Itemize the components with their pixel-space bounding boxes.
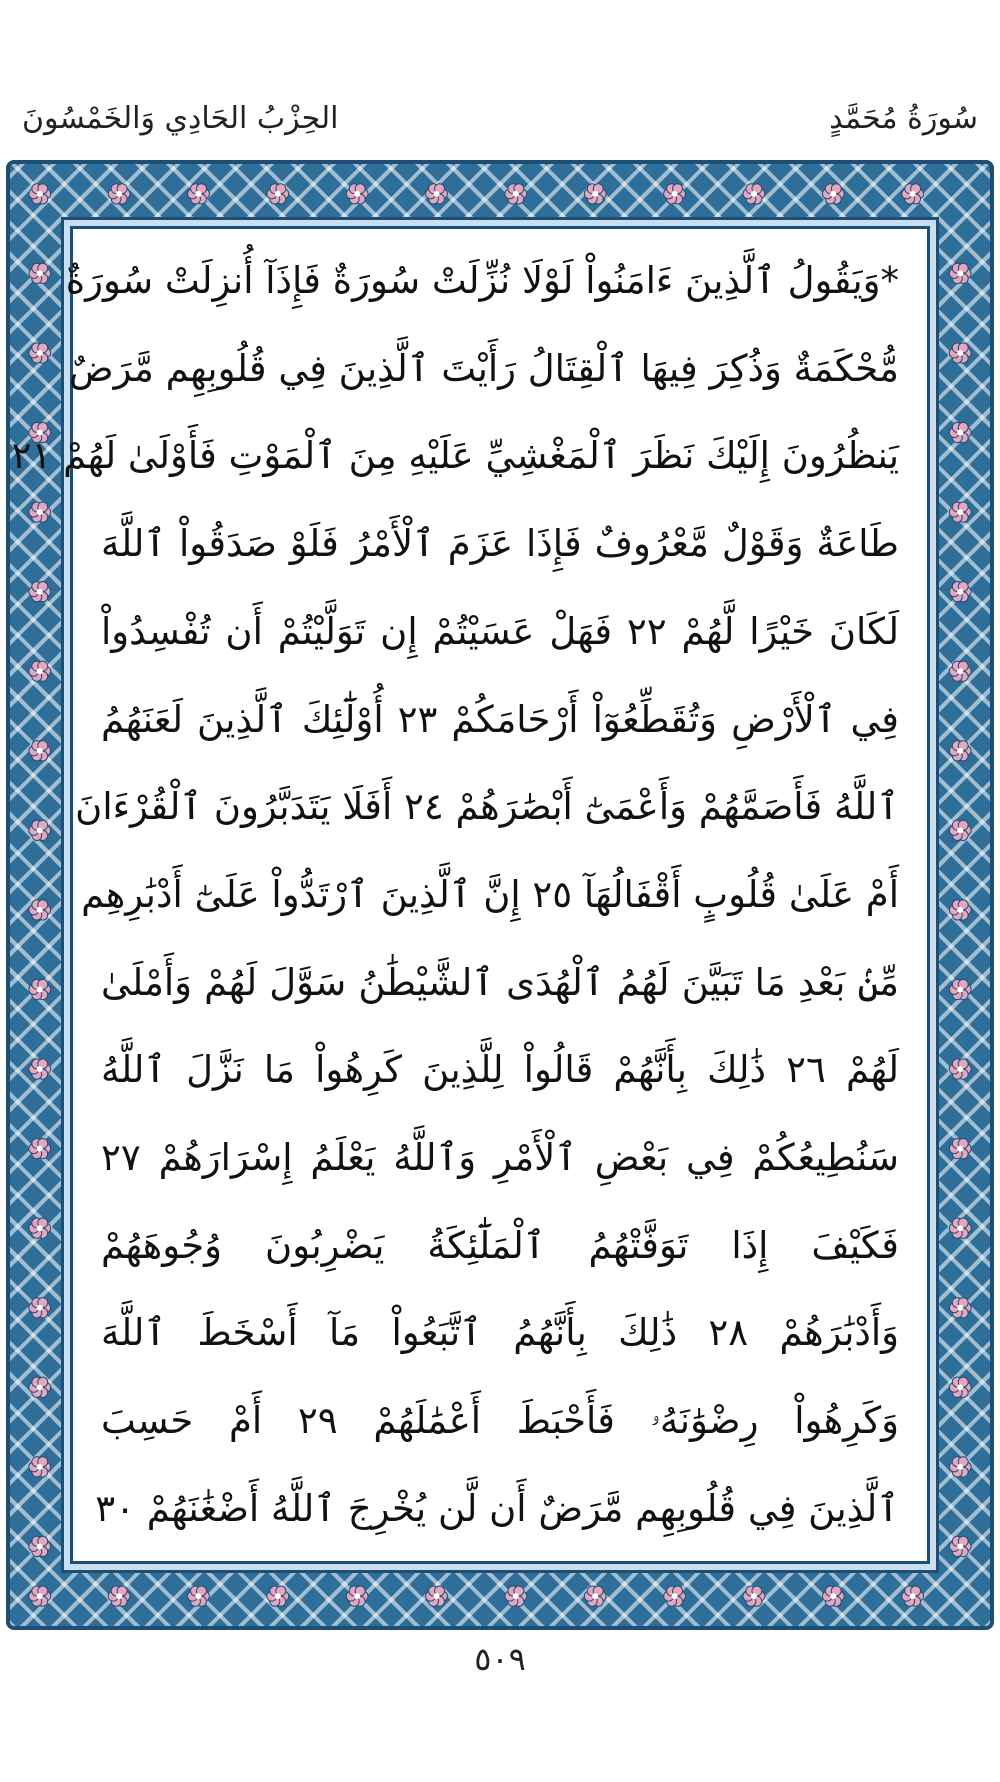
verse-line-10: لَهُمْ ٢٦ ذَٰلِكَ بِأَنَّهُمْ قَالُواْ لِلَّذِينَ كَرِهُواْ مَا نَزَّلَ ٱللَّهُ [101, 1048, 899, 1092]
rosette-ornament [664, 184, 686, 204]
rosette-ornament [267, 1586, 289, 1606]
rosette-ornament [346, 1586, 368, 1606]
rosette-ornament [584, 1586, 606, 1606]
rosette-ornament [29, 263, 51, 283]
rosette-ornament [29, 1298, 51, 1318]
rosette-ornament [29, 661, 51, 681]
rosette-ornament [949, 661, 971, 681]
rosette-ornament [29, 979, 51, 999]
rosette-ornament [822, 1586, 844, 1606]
rosette-ornament [743, 184, 765, 204]
verse-line-6: فِي ٱلْأَرْضِ وَتُقَطِّعُوٓاْ أَرْحَامَكُمْ ٢٣ أُوْلَٰٓئِكَ ٱلَّذِينَ لَعَنَهُمُ [101, 697, 899, 741]
rosette-ornament [29, 1059, 51, 1079]
rosette-ornament [346, 184, 368, 204]
rosette-ornament [949, 582, 971, 602]
rosette-ornament [108, 184, 130, 204]
rosette-ornament [949, 1377, 971, 1397]
verse-line-5: لَكَانَ خَيْرًا لَّهُمْ ٢٢ فَهَلْ عَسَيْتُمْ إِن تَوَلَّيْتُمْ أَن تُفْسِدُواْ [101, 609, 899, 653]
verse-line-2: مُّحْكَمَةٌ وَذُكِرَ فِيهَا ٱلْقِتَالُ رَأَيْتَ ٱلَّذِينَ فِي قُلُوبِهِم مَّرَضٌ [68, 346, 899, 390]
rosette-ornament [949, 1298, 971, 1318]
quran-lines [11, 243, 899, 1547]
verse-line-15: ٱلَّذِينَ فِي قُلُوبِهِم مَّرَضٌ أَن لَّن يُخْرِجَ ٱللَّهُ أَضْغَٰنَهُمْ ٣٠ [95, 1486, 899, 1530]
verse-line-8: أَمْ عَلَىٰ قُلُوبٍ أَقْفَالُهَآ ٢٥ إِنَّ ٱلَّذِينَ ٱرْتَدُّواْ عَلَىٰٓ أَدْبَٰرِهِم [81, 872, 899, 916]
rosette-ornament [108, 1586, 130, 1606]
rosette-ornament [29, 1536, 51, 1556]
rosette-ornament [505, 1586, 527, 1606]
rosette-ornament [188, 184, 210, 204]
page-header [22, 88, 978, 148]
rosette-ornament [949, 343, 971, 363]
surah-name: سُورَةُ مُحَمَّدٍ [829, 100, 978, 136]
rosette-ornament [426, 184, 448, 204]
rosette-ornament [949, 1059, 971, 1079]
rosette-ornament [29, 900, 51, 920]
rosette-ornament [29, 502, 51, 522]
rosette-ornament [664, 1586, 686, 1606]
rosette-ornament [188, 1586, 210, 1606]
rosette-ornament [902, 184, 924, 204]
rosette-ornament [29, 1586, 51, 1606]
ornamental-frame [6, 160, 994, 1630]
text-panel [11, 226, 930, 1564]
rosette-ornament [584, 184, 606, 204]
rosette-ornament [949, 741, 971, 761]
rosette-ornament [267, 184, 289, 204]
verse-line-13: وَأَدْبَٰرَهُمْ ٢٨ ذَٰلِكَ بِأَنَّهُمُ ٱتَّبَعُواْ مَآ أَسْخَطَ ٱللَّهَ [101, 1311, 899, 1355]
verse-line-14: وَكَرِهُواْ رِضْوَٰنَهُۥ فَأَحْبَطَ أَعْمَٰلَهُمْ ٢٩ أَمْ حَسِبَ [101, 1399, 899, 1443]
rosette-ornament [949, 1138, 971, 1158]
rosette-ornament [29, 343, 51, 363]
verse-line-9: مِّنۢ بَعْدِ مَا تَبَيَّنَ لَهُمُ ٱلْهُدَى ٱلشَّيْطَٰنُ سَوَّلَ لَهُمْ وَأَمْلَىٰ [101, 960, 899, 1004]
page-number: ٥٠٩ [474, 1640, 526, 1678]
rosette-ornament [29, 582, 51, 602]
rosette-ornament [29, 1218, 51, 1238]
verse-line-1: *وَيَقُولُ ٱلَّذِينَ ءَامَنُواْ لَوْلَا نُزِّلَتْ سُورَةٌ فَإِذَآ أُنزِلَتْ سُورَةٌ [65, 259, 899, 302]
rosette-ornament [29, 1377, 51, 1397]
verse-line-7: ٱللَّهُ فَأَصَمَّهُمْ وَأَعْمَىٰٓ أَبْصَٰرَهُمْ ٢٤ أَفَلَا يَتَدَبَّرُونَ ٱلْقُرْءَانَ [75, 785, 899, 829]
rosette-ornament [949, 1536, 971, 1556]
rosette-ornament [505, 184, 527, 204]
rosette-ornament [29, 184, 51, 204]
rosette-ornament [29, 1457, 51, 1477]
rosette-ornament [949, 979, 971, 999]
rosette-ornament [902, 1586, 924, 1606]
hizb-name: الحِزْبُ الحَادِي وَالخَمْسُونَ [22, 100, 339, 136]
verse-line-4: طَاعَةٌ وَقَوْلٌ مَّعْرُوفٌ فَإِذَا عَزَمَ ٱلْأَمْرُ فَلَوْ صَدَقُواْ ٱللَّهَ [101, 522, 899, 566]
rosette-ornament [949, 422, 971, 442]
rosette-ornament [949, 820, 971, 840]
rosette-ornament [949, 263, 971, 283]
verse-line-3: يَنظُرُونَ إِلَيْكَ نَظَرَ ٱلْمَغْشِيِّ عَلَيْهِ مِنَ ٱلْمَوْتِ فَأَوْلَىٰ لَهُمْ ٢١ [11, 434, 899, 478]
rosette-ornament [949, 900, 971, 920]
rosette-ornament [29, 1138, 51, 1158]
rosette-ornament [426, 1586, 448, 1606]
rosette-ornament [949, 502, 971, 522]
rosette-ornament [29, 741, 51, 761]
rosette-ornament [949, 1457, 971, 1477]
rosette-ornament [743, 1586, 765, 1606]
rosette-ornament [29, 820, 51, 840]
verse-line-11: سَنُطِيعُكُمْ فِي بَعْضِ ٱلْأَمْرِ وَٱللَّهُ يَعْلَمُ إِسْرَارَهُمْ ٢٧ [101, 1136, 899, 1180]
rosette-ornament [949, 1218, 971, 1238]
verse-line-12: فَكَيْفَ إِذَا تَوَفَّتْهُمُ ٱلْمَلَٰٓئِكَةُ يَضْرِبُونَ وُجُوهَهُمْ [101, 1223, 899, 1267]
rosette-ornament [822, 184, 844, 204]
